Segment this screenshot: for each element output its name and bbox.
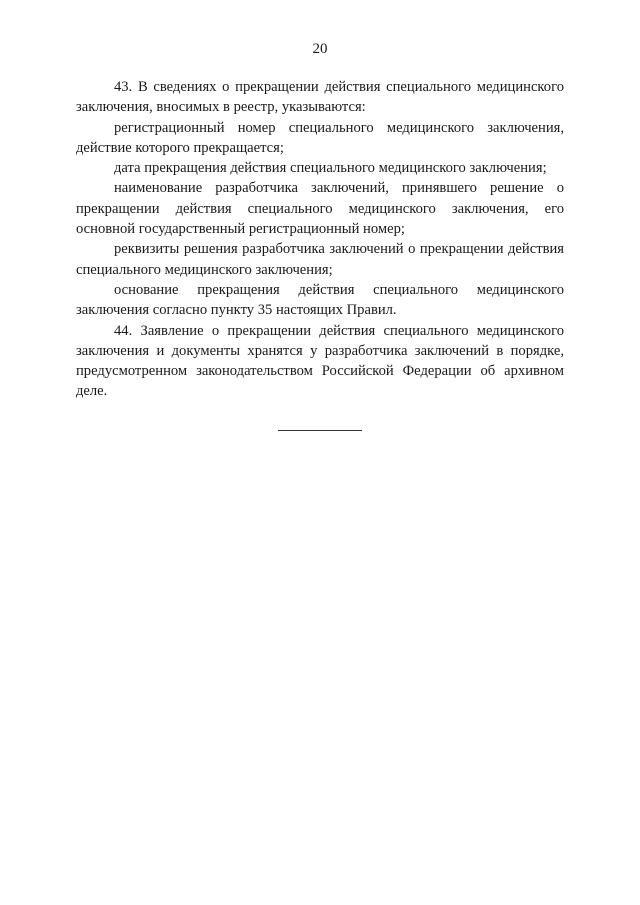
paragraph-termination-basis: основание прекращения действия специального медицинского заключения согласно пункту 35 настоящих Правил. [76,281,564,319]
paragraph-decision-details: реквизиты решения разработчика заключений о прекращении действия специального медицинского заключения; [76,241,564,278]
paragraph-developer-name: наименование разработчика заключений, принявшего решение о прекращении действия специального медицинского заключения, его основной государственный регистрационный номер; [76,180,564,238]
page-number: 20 [312,41,328,57]
paragraph-registration-number: регистрационный номер специального медицинского заключения, действие которого прекращается; [76,119,564,156]
document-body [76,77,564,402]
paragraph-43-intro: 43. В сведениях о прекращении действия специального медицинского заключения, вносимых в реестр, указываются: [76,79,564,116]
paragraph-termination-date: дата прекращения действия специального медицинского заключения; [114,160,547,177]
closing-divider [278,430,362,431]
paragraph-44-archive: 44. Заявление о прекращении действия специального медицинского заключения и документы хранятся у разработчика заключений в порядке, предусмотренном законодательством Российской Федерации об архивном деле. [76,322,564,400]
